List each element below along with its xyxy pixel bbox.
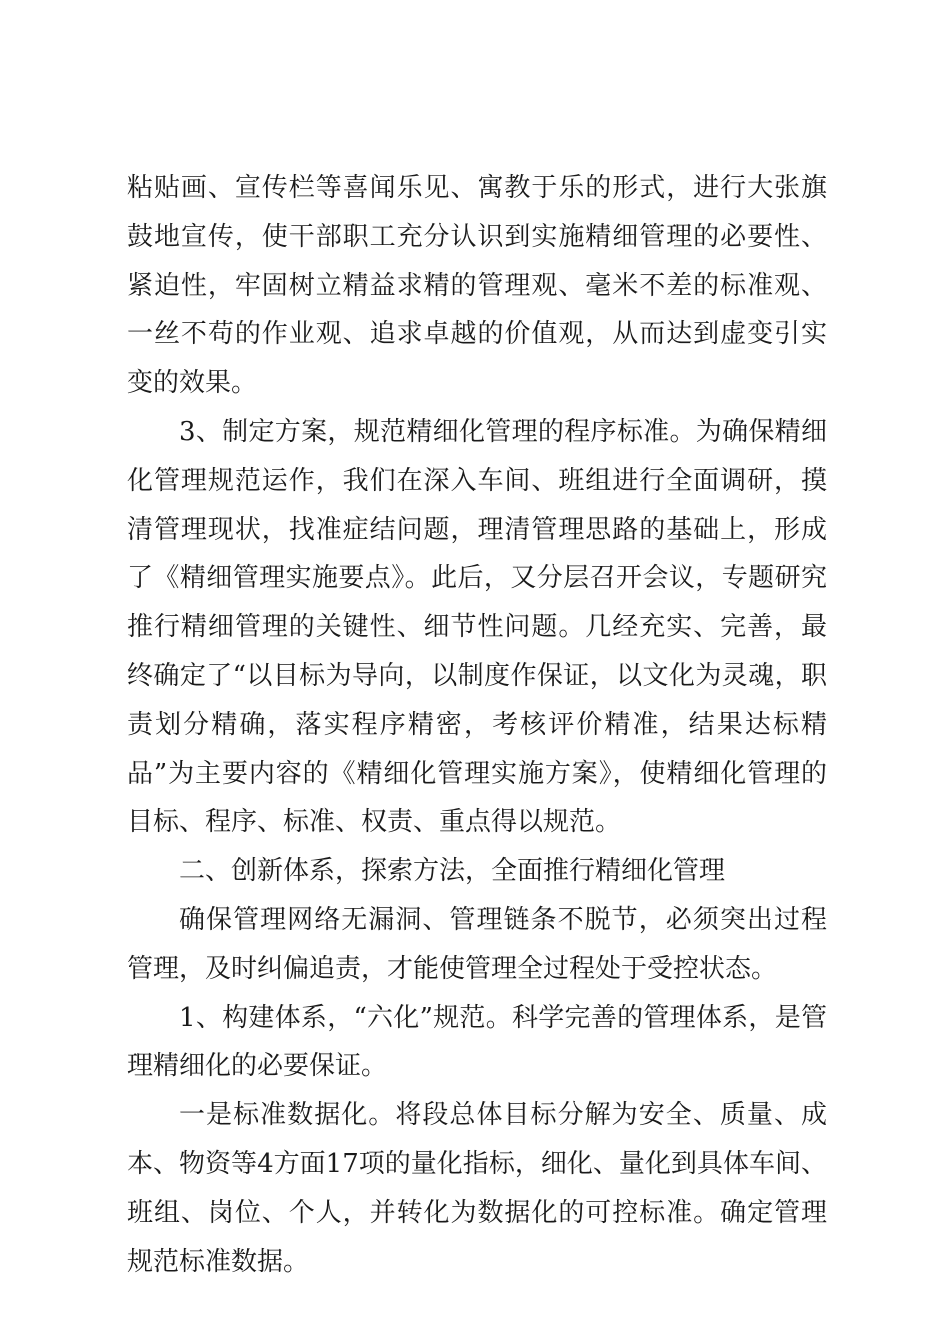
paragraph-continuation: 粘贴画、宣传栏等喜闻乐见、寓教于乐的形式，进行大张旗鼓地宣传，使干部职工充分认识到实施精细管理的必要性、紧迫性，牢固树立精益求精的管理观、毫米不差的标准观、一丝不苟的作业观、追求卓越的价值观，从而达到虚变引实变的效果。 <box>127 173 827 399</box>
document-body <box>127 164 827 1286</box>
paragraph-process-management: 确保管理网络无漏洞、管理链条不脱节，必须突出过程管理，及时纠偏追责，才能使管理全过程处于受控状态。 <box>127 904 827 984</box>
section-heading-2: 二、创新体系，探索方法，全面推行精细化管理 <box>179 856 726 887</box>
paragraph-standard-data: 一是标准数据化。将段总体目标分解为安全、质量、成本、物资等4方面17项的量化指标，细化、量化到具体车间、班组、岗位、个人，并转化为数据化的可控标准。确定管理规范标准数据。 <box>127 1100 827 1277</box>
paragraph-section-3: 3、制定方案，规范精细化管理的程序标准。为确保精细化管理规范运作，我们在深入车间、班组进行全面调研，摸清管理现状，找准症结问题，理清管理思路的基础上，形成了《精细管理实施要点》。此后，又分层召开会议，专题研究推行精细管理的关键性、细节性问题。几经充实、完善，最终确定了“以目标为导向，以制度作保证，以文化为灵魂，职责划分精确，落实程序精密，考核评价精准，结果达标精品”为主要内容的《精细化管理实施方案》，使精细化管理的目标、程序、标准、权责、重点得以规范。 <box>127 416 827 838</box>
paragraph-build-system: 1、构建体系，“六化”规范。科学完善的管理体系，是管理精细化的必要保证。 <box>127 1002 827 1082</box>
